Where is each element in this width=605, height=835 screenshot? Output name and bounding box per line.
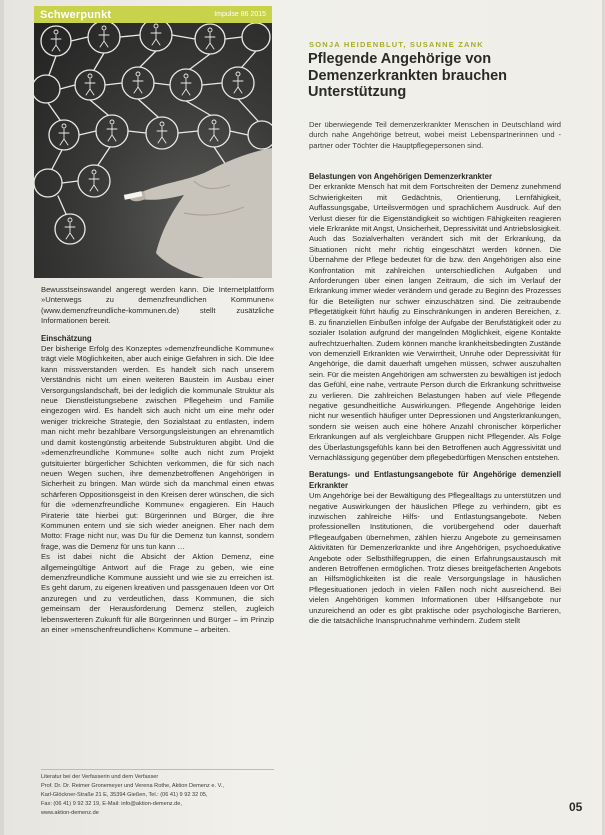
right-heading-2: Beratungs- und Entlastungsangebote für Angehörige demenziell Erkrankter xyxy=(309,470,561,490)
left-body-paragraph-2: Es ist dabei nicht die Absicht der Aktion Demenz, eine allgemeingültige Antwort auf die Frage zu geben, wie eine demenzfreundliche Kommune aussieht und wie sie zu erreichen ist. Es geht darum, zu eigenen kreativen und passgenauen Ideen vor Ort anzuregen und zu verdeutlichen, dass Kommunen, die sich gemeinsam der Herausforderung Demenz stellen, zugleich lebenswerteren Zukunft für alle Bürgerinnen und Bürger – im Prinzip an einer »menschenfreundlichen« Kommune – arbeiten. xyxy=(41,552,274,634)
article-title: Pflegende Angehörige von Demenzerkrankten brauchen Unterstützung xyxy=(308,51,508,100)
contact-line: Literatur bei der Verfasserin und dem Verfasser xyxy=(41,774,159,780)
contact-line: www.aktion-demenz.de xyxy=(41,810,99,816)
contact-block xyxy=(41,773,274,818)
right-paragraph-2: Um Angehörige bei der Bewältigung des Pflegealltags zu unterstützen und negative Auswirkungen der häuslichen Pflege zu verhindern, gibt es inzwischen zahlreiche Hilfs- und Entlastungsangebote. Neben professionellen Institutionen, die vorübergehend oder dauerhaft Pflegeaufgaben übernehmen, zählen hierzu Angebote zu gemeinsamen Aktivitäten für Demenzerkrankte und ihre Angehörigen, psychoedukative Angebote oder Selbsthilfegruppen, die einen Erfahrungsaustausch mit anderen Betroffenen ermöglichen. Trotz dieses breitgefächerten Angebots an Hilfsmöglichkeiten ist die reale Versorgungslage in häuslichen Pflegesituationen jedoch in vielen Fällen noch nicht ausreichend. Bei vielen Angehörigen kommen Informationen über Hilfsangebote nur unzureichend an oder es gibt praktische oder psychologische Barrieren, die die tatsächliche Inanspruchnahme verhindern. Zudem stellt xyxy=(309,491,561,626)
right-column xyxy=(309,172,561,626)
page-number: 05 xyxy=(569,800,583,814)
left-column xyxy=(41,285,274,635)
section-label: Schwerpunkt xyxy=(40,8,112,21)
issue-label: Impulse 86 2015 xyxy=(214,11,266,18)
article-lead: Der überwiegende Teil demenzerkrankter Menschen in Deutschland wird durch nahe Angehörige betreut, wobei meist Lebenspartnerinnen und -partner oder Töchter die Hauptpflegepersonen sind. xyxy=(309,120,561,150)
right-heading-1: Belastungen von Angehörigen Demenzerkrankter xyxy=(309,172,492,181)
left-intro-paragraph: Bewusstseinswandel angeregt werden kann. Die Internetplattform »Unterwegs zu demenzfreundlichen Kommunen« (www.demenzfreundliche-kommunen.de) stellt zusätzliche Informationen bereit. xyxy=(41,285,274,326)
left-heading: Einschätzung xyxy=(41,333,92,343)
magazine-page xyxy=(4,0,602,835)
section-header-band xyxy=(34,6,272,23)
left-body-paragraph-1: Der bisherige Erfolg des Konzeptes »demenzfreundliche Kommune« trägt viele Möglichkeiten, aber auch einige Gefahren in sich. Die Idee kann missverstanden werden. Es handelt sich nach unserem Verständnis nicht um einen weiteren Baustein im Ausbau einer Versorgungslandschaft, bei der lediglich die kommunale Struktur als neue Dienstleistungsebene zwischen Pflegeheim und Familie eingezogen wird. Es handelt sich auch nicht um eine mehr oder weniger trickreiche Strategie, den Sozialstaat zu entlasten, indem man nicht mehr bezahlbare Versorgungsleistungen an ehrenamtlich und damit kostengünstig arbeitende Substrukturen abgibt. Und die »demenzfreundliche Kommune« sollte auch nicht zum Projekt gutsituierter bürgerlicher Schichten verkommen, die für sich nach neuen Wegen suchen, ihre demenzbetroffenen Angehörigen in Sicherheit zu bringen. Man würde sich da manchmal einen etwas schärferen Oppositionsgeist in den Kreisen derer wünschen, die sich für die »demenzfreundliche Kommune« engagieren. Ein Hauch Piraterie täte hierbei gut: Bürgerinnen und Bürger, die ihre Kommunen entern und sie sich wieder aneignen. Eher nach dem Motto: Frage nicht nur, was Du für die Demenz tun kannst, sondern frage, was die Demenz für uns tun kann … xyxy=(41,344,274,551)
article-authors: SONJA HEIDENBLUT, SUSANNE ZANK xyxy=(309,40,484,49)
article-photo xyxy=(34,23,272,278)
contact-line: Fax: (06 41) 9 92 32 19, E-Mail: info@aktion-demenz.de, xyxy=(41,801,182,807)
contact-line: Prof. Dr. Dr. Reimer Gronemeyer und Verena Rothe, Aktion Demenz e. V., xyxy=(41,783,224,789)
contact-divider xyxy=(41,769,274,770)
right-paragraph-1: Der erkrankte Mensch hat mit dem Fortschreiten der Demenz zunehmend Schwierigkeiten mit Gedächtnis, Orientierung, Lernfähigkeit, Auffassungsgabe, Urteilsvermögen und sprachlichem Ausdruck. Auf den Verlust dieser für die Eigenständigkeit so wichtigen Fähigkeiten reagieren viele Erkrankte mit Angst, Unsicherheit, Depressivität und Antriebslosigkeit. Auch das Sozialverhalten verändert sich mit der Erkrankung, da Situationen nicht mehr richtig eingeschätzt werden können. Die Übernahme der Pflege bedeutet für die bzw. den Angehörigen also eine Konfrontation mit zahlreichen unterschiedlichen Aufgaben und Anforderungen über einen langen Zeitraum, die sich im Verlauf der Erkrankung immer wieder verändern und gerade zu Beginn des Prozesses für die Beteiligten nur schwer einzuschätzen sind. Die zeitraubende Pflegetätigkeit führt häufig zu Einschränkungen in anderen Bereichen, z. B. zu finanziellen Einbußen infolge der Aufgabe der Berufstätigkeit oder zu sozialer Isolation aufgrund der mangelnden Möglichkeit, eigene Kontakte aufrechtzuerhalten. Zudem können manche krankheitsbedingten Zustände von demenziell Erkrankten wie Verwirrtheit, Unruhe oder Depressivität für Angehörige, die damit dauerhaft umgehen müssen, schwer auszuhalten sein. Für die meisten Angehörigen am schwersten zu bewältigen ist jedoch das Gefühl, eine nahe, vertraute Person durch die Erkrankung schrittweise zu verlieren. Die zahlreichen Belastungen haben auf viele Pflegende negative gesundheitliche Auswirkungen. Pflegende Angehörige leiden nicht nur wesentlich häufiger unter Depressionen und Angsterkrankungen, sondern sie weisen auch eine höhere Anzahl chronischer körperlicher Erkrankungen auf als vergleichbare Gruppen nicht Pflegender. Als Folge des Überlastungsgefühls kann bei den Betroffenen auch Aggressivität und Vernachlässigung gegenüber dem pflegebedürftigen Menschen entstehen. xyxy=(309,182,561,462)
chalk-drawing-illustration xyxy=(34,23,272,278)
contact-line: Karl-Glöckner-Straße 21 E, 35394 Gießen, Tel.: (06 41) 9 92 32 05, xyxy=(41,792,208,798)
